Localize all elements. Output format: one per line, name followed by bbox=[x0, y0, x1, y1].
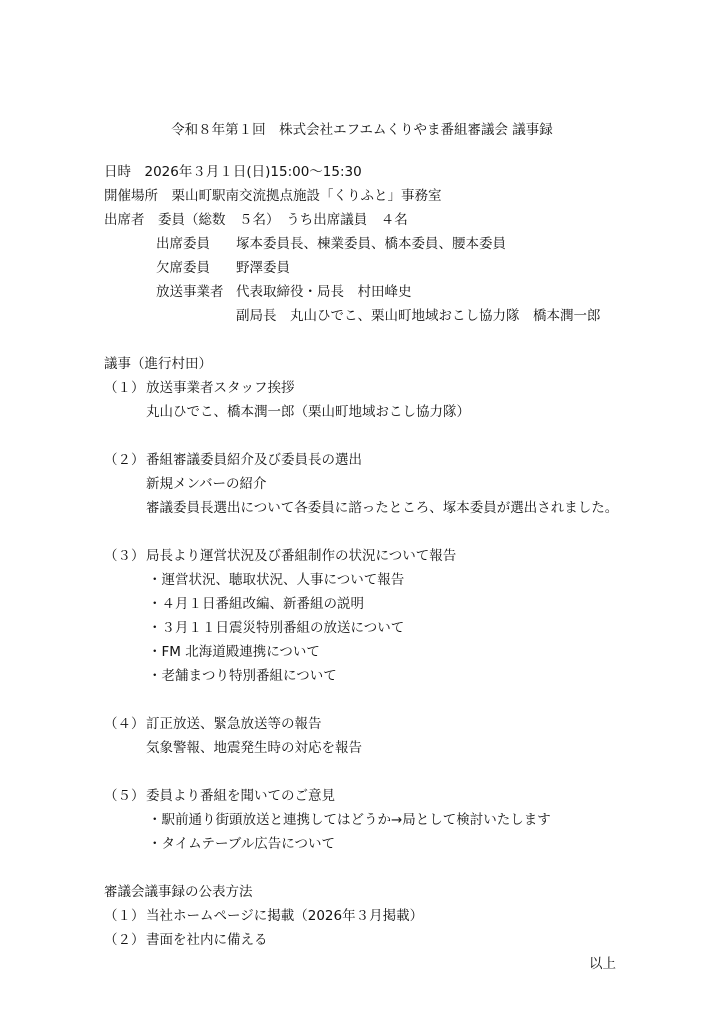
agenda-item-title: 訂正放送、緊急放送等の報告 bbox=[146, 716, 322, 732]
agenda-item-number: （１） bbox=[104, 380, 145, 396]
publication-item-text: 当社ホームページに掲載（2026年３月掲載） bbox=[146, 908, 424, 924]
agenda-bullet: ・FM 北海道殿連携について bbox=[148, 644, 320, 660]
present-members-value: 塚本委員長、棟業委員、橋本委員、腰本委員 bbox=[236, 236, 506, 252]
agenda-heading: 議事（進行村田） bbox=[104, 356, 212, 372]
agenda-item-title: 放送事業者スタッフ挨拶 bbox=[146, 380, 295, 396]
agenda-bullet: ・３月１１日震災特別番組の放送について bbox=[148, 620, 405, 636]
absent-members-value: 野澤委員 bbox=[236, 260, 290, 276]
agenda-item-title: 番組審議委員紹介及び委員長の選出 bbox=[146, 452, 362, 468]
publication-heading: 審議会議事録の公表方法 bbox=[104, 884, 253, 900]
document-title: 令和８年第１回 株式会社エフエムくりやま番組審議会 議事録 bbox=[171, 122, 553, 138]
agenda-item-number: （４） bbox=[104, 716, 145, 732]
present-members-label: 出席委員 bbox=[156, 236, 210, 252]
attendees-summary: 出席者 委員（総数 ５名） うち出席議員 ４名 bbox=[104, 212, 408, 228]
agenda-item-line: 気象警報、地震発生時の対応を報告 bbox=[146, 740, 362, 756]
broadcaster-value-continued: 副局長 丸山ひでこ、栗山町地域おこし協力隊 橋本潤一郎 bbox=[236, 308, 601, 324]
agenda-item-title: 委員より番組を聞いてのご意見 bbox=[146, 788, 335, 804]
agenda-item-number: （３） bbox=[104, 548, 145, 564]
absent-members-label: 欠席委員 bbox=[156, 260, 210, 276]
agenda-item-number: （２） bbox=[104, 452, 145, 468]
agenda-item-title: 局長より運営状況及び番組制作の状況について報告 bbox=[146, 548, 457, 564]
meeting-datetime: 日時 2026年３月１日(日)15:00～15:30 bbox=[104, 164, 362, 180]
agenda-item-line: 新規メンバーの紹介 bbox=[146, 476, 267, 492]
agenda-bullet: ・駅前通り街頭放送と連携してはどうか→局として検討いたします bbox=[148, 812, 551, 828]
agenda-bullet: ・４月１日番組改編、新番組の説明 bbox=[148, 596, 364, 612]
agenda-bullet: ・運営状況、聴取状況、人事について報告 bbox=[148, 572, 405, 588]
publication-item-text: 書面を社内に備える bbox=[146, 932, 268, 948]
meeting-venue: 開催場所 栗山町駅南交流拠点施設「くりふと」事務室 bbox=[104, 188, 442, 204]
agenda-item-number: （５） bbox=[104, 788, 145, 804]
broadcaster-value: 代表取締役・局長 村田峰史 bbox=[236, 284, 412, 300]
closing-mark: 以上 bbox=[589, 956, 616, 972]
broadcaster-label: 放送事業者 bbox=[156, 284, 224, 300]
agenda-bullet: ・老舗まつり特別番組について bbox=[148, 668, 337, 684]
publication-item-number: （２） bbox=[104, 932, 145, 948]
agenda-item-line: 審議委員長選出について各委員に諮ったところ、塚本委員が選出されました。 bbox=[146, 500, 619, 516]
publication-item-number: （１） bbox=[104, 908, 145, 924]
agenda-item-line: 丸山ひでこ、橋本潤一郎（栗山町地域おこし協力隊） bbox=[146, 404, 470, 420]
agenda-bullet: ・タイムテーブル広告について bbox=[148, 836, 335, 852]
